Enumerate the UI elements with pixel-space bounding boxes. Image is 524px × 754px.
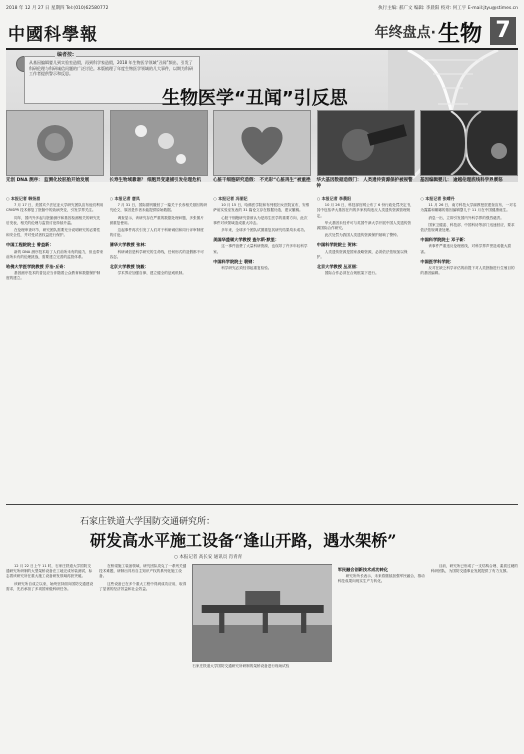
paragraph: 7 月 17 日，美国宾夕法尼亚大学研究团队宣布他们利用 CRISPR 技术修复了胚胎中的致病突变，引发学界关注。 bbox=[6, 203, 104, 213]
newspaper-logo: 中國科學報 bbox=[8, 25, 98, 45]
thumb-caption: 基因编辑婴儿： 逾越伦理底线科学界震怒 bbox=[420, 178, 503, 183]
article-column bbox=[213, 196, 311, 502]
paragraph: 10 月 15 日，哈佛医学院和布列根妇女医院宣布，安维萨前实验室发表的 31 篇论文存在数据伪造，建议撤稿。 bbox=[213, 203, 310, 213]
byline: ○ 本报记者 唐凤 bbox=[109, 196, 140, 201]
feature-columns bbox=[6, 564, 518, 748]
paragraph: 基因测序技术的普及应当伴随着公众教育和数据保护制度的建立。 bbox=[6, 271, 101, 281]
paragraph: 10 月 26 日，科技部官网公布了 6 份行政处罚决定书，其中包括华大基因在内的多家机构违反人类遗传资源管理规定。 bbox=[316, 203, 414, 218]
thumb-caption: 心脏干细胞研究造假： 不光彩“心脏再生”被重挫 bbox=[213, 178, 311, 183]
paragraph: 这些设备已在多个重大工程中得到成功应用，取得了显著的经济效益和社会效益。 bbox=[99, 581, 187, 591]
feature-byline: ○ 本报记者 高长安 通讯员 肖青青 bbox=[174, 555, 243, 560]
paragraph: 这一事件浪费了大量科研资源，也误导了许多年轻科学家。 bbox=[213, 244, 308, 254]
header-bar bbox=[6, 4, 518, 12]
byline: ○ 本报记者 张晴丹 bbox=[420, 196, 455, 201]
thumb-dna-sequencing bbox=[6, 110, 104, 192]
thumb-caption: 华大基因数据造假门： 人类遗传资源保护被视警钟 bbox=[316, 178, 413, 189]
article-column bbox=[317, 196, 415, 502]
paragraph: 这起事件再次引发了人们对于科研诚信和同行评审制度的讨论。 bbox=[109, 228, 204, 238]
issue-info: 2018 年 12 月 27 日 星期四 Tel:(010)62580772 bbox=[6, 6, 109, 11]
subhead: 北京大学教授 丛亚丽： bbox=[316, 264, 361, 270]
paragraph: 目前，研究所已形成了一支结构合理、素质过硬的科研团队，为国防交通事业发展提供了有力支撑。 bbox=[430, 564, 518, 574]
byline: ○ 本报记者 冯丽妃 bbox=[213, 196, 248, 201]
subhead: 哈佛大学医学院教授 乔治·丘奇： bbox=[6, 264, 68, 270]
subhead: 清华大学教授 张林： bbox=[109, 242, 149, 248]
paragraph: 国家卫健委、科技部、中国科协等部门迅速回应，要求依法依规调查处理。 bbox=[420, 222, 515, 233]
subhead: 中国科学院院士 贺林： bbox=[316, 242, 361, 248]
thumb-caption: 无创 DNA 测序： 监测化妆胚胎开始发展 bbox=[6, 178, 90, 183]
section-divider bbox=[6, 504, 518, 505]
article-column bbox=[6, 196, 104, 502]
paragraph: 心脏干细胞研究曾被认为是再生医学的重要方向，此次事件对该领域造成重大冲击。 bbox=[213, 215, 308, 225]
subhead: 军民融合创新技术成功转化 bbox=[337, 567, 388, 572]
page-number: 7 bbox=[490, 17, 516, 45]
paragraph: 12 月 22 日上午 11 时，石家庄铁道大学国防交通研究所研制的大型架桥设备在工地完成吊装测试，标志着该研究所在重大施工设备研发领域再获突破。 bbox=[6, 564, 93, 579]
paragraph: 该事件严重违反伦理底线，对科学界声誉造成极大损害。 bbox=[420, 244, 512, 254]
editor-info: 执行主编: 郝广文 编辑: 李晨阳 校对: 何工宇 E-mail:jtyu@stimes.cn bbox=[378, 6, 518, 11]
paragraph: 新的 DNA 测序技术给了人们前所未有的能力，但也带来前所未有的伦理挑战，需要建立完善的监管体系。 bbox=[6, 249, 104, 259]
paragraph: 7 月 31 日，国际期刊撤回了一篇关于长寿相关基因的研究论文，原因是作者未能提供原始数据。 bbox=[109, 203, 207, 213]
paragraph: 消息一出，立即引发国内外科学界的强烈谴责。 bbox=[428, 215, 504, 220]
paragraph: 人类遗传资源是国家战略资源，必须依法依规加以保护。 bbox=[316, 249, 408, 259]
section-prefix: 年终盘点· bbox=[374, 25, 436, 41]
thumb-image bbox=[317, 110, 415, 176]
paragraph: 反对在缺乏科学评估的前提下对人类胚胎进行生殖目的的基因编辑。 bbox=[420, 266, 515, 276]
paragraph: 调查显示，该研究存在严重的数据处理问题，多张图片被重复使用。 bbox=[109, 215, 204, 225]
feature-kicker: 石家庄铁道大学国防交通研究所： bbox=[80, 517, 216, 527]
paragraph: 同年，国内外多起与胚胎测序和基因检测相关的研究先后发表，相关的伦理与监管讨论持续升温。 bbox=[6, 215, 101, 225]
paragraph: 多年来，全球多个团队试图重复其研究结果均未成功。 bbox=[221, 228, 308, 233]
thumb-gene-edited-babies bbox=[420, 110, 518, 192]
subhead: 中国医学科学院： bbox=[420, 258, 454, 264]
paragraph: 在伦理审查环节，研究团队需要充分说明研究的必要性和安全性，并对受试者权益进行保护。 bbox=[6, 228, 101, 238]
paragraph: 研究所所长表示，未来将继续加强军民融合，推动科技成果向现实生产力转化。 bbox=[337, 574, 425, 584]
article-column bbox=[110, 196, 208, 502]
article-columns bbox=[6, 196, 518, 502]
subhead: 中国科学院院士 裴钢： bbox=[213, 258, 257, 264]
feature-title: 生物医学“丑闻”引反思 bbox=[162, 88, 348, 109]
byline: ○ 本报记者 李晨阳 bbox=[316, 196, 352, 201]
thumbnail-row bbox=[6, 110, 518, 192]
subhead: 美国华盛顿大学教授 查尔斯·默里： bbox=[213, 237, 280, 243]
paragraph: 国际合作必须在合规框架下进行。 bbox=[324, 271, 379, 276]
section-title: 生物 bbox=[437, 21, 482, 47]
paragraph: 学术界应加强自律，建立健全的惩戒机制。 bbox=[117, 271, 186, 276]
feature-photo-column bbox=[192, 564, 331, 748]
editor-note-text: 从基因编辑婴儿到实验室造假，再到科学家造假，2018 年生物医学领域“丑闻”频出，引发了科研伦理与科研诚信问题的广泛讨论。本版梳理了年度生物医学领域的几大事件，以期为科研工作者提供警示和反思。 bbox=[29, 60, 193, 76]
feature-column bbox=[99, 564, 186, 748]
thumb-bgi-data bbox=[317, 110, 415, 192]
editor-note-label: 编者按: bbox=[57, 52, 74, 58]
paragraph: 科研诚信是科学研究的生命线，任何形式的造假都不可容忍。 bbox=[109, 249, 204, 259]
thumb-image bbox=[420, 110, 518, 176]
masthead bbox=[6, 14, 518, 50]
feature-column bbox=[338, 564, 425, 748]
paragraph: 该研究所自成立以来，始终坚持面向国防交通建设需求，先后承担了多项国家级科研任务。 bbox=[6, 581, 94, 591]
thumb-image bbox=[6, 110, 104, 176]
paragraph: 此次处罚为我国人类遗传资源保护敲响了警钟。 bbox=[324, 233, 401, 238]
bridge-construction-photo bbox=[192, 564, 331, 662]
subhead: 北京大学教授 饶毅： bbox=[109, 264, 149, 270]
thumb-heart-stem-cell bbox=[213, 110, 311, 192]
feature-column bbox=[6, 564, 93, 748]
photo-caption: 石家庄铁道大学国防交通研究所研制的架桥设备进行现场试验 bbox=[192, 664, 290, 668]
byline: ○ 本报记者 韩扬眉 bbox=[6, 196, 41, 201]
paragraph: 华大基因未经许可与英国牛津大学开展中国人类遗传资源国际合作研究。 bbox=[316, 220, 412, 231]
feature-article bbox=[6, 510, 518, 750]
thumb-longevity bbox=[110, 110, 208, 192]
thumb-image bbox=[213, 110, 311, 176]
thumb-image bbox=[110, 110, 208, 176]
subhead: 中国科学院院士 邓子新： bbox=[420, 237, 468, 243]
feature-headline: 研发高水平施工设备“逢山开路，遇水架桥” bbox=[90, 531, 397, 550]
paragraph: 11 月 26 日，南方科技大学副教授贺建奎宣布，一对名为露露和娜娜的基因编辑婴儿于 11 月在中国健康诞生。 bbox=[420, 203, 517, 213]
paragraph: 在桥梁施工装备领域，研究团队攻克了一系列关键技术难题，研制出具有自主知识产权的系列化施工设备。 bbox=[99, 564, 187, 579]
subhead: 中国工程院院士 曾益新： bbox=[6, 242, 54, 248]
thumb-caption: 长寿生物域靠谱？ 细胞异变逮捕引发伦理危机 bbox=[109, 178, 202, 183]
feature-column bbox=[431, 564, 518, 748]
paragraph: 科学研究必须经得起重复检验。 bbox=[221, 266, 272, 271]
article-column bbox=[420, 196, 518, 502]
